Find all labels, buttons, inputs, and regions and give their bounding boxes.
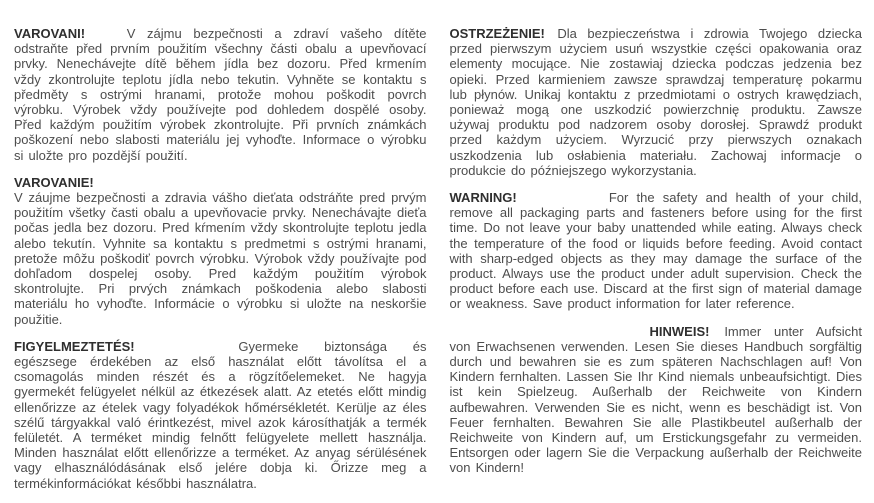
warning-paragraph-hungarian <box>14 339 427 491</box>
section-title-german: HINWEIS! <box>649 323 710 339</box>
section-title-polish: OSTRZEŻENIE! <box>449 26 545 41</box>
section-body-czech: V zájmu bezpečnosti a zdraví vašeho dítěte odstraňte před prvním použitím všechny části obalu a upevňovací prvky. Nenechávejte dítě během jídla bez dozoru. Před krmením vždy zkontrolujte teplotu jídla nebo tekutin. Vyhněte se kontaktu s předměty s ostrými hranami, protože mohou poškodit povrch výrobku. Výrobek vždy používejte pod dohledem dospělé osoby. Před každým použitím výrobek zkontrolujte. Při prvních známkách poškození nebo slabosti materiálu jej vyhoďte. Informace o výrobku si uložte pro pozdější použití. <box>14 26 427 163</box>
section-body-polish: Dla bezpieczeństwa i zdrowia Twojego dziecka przed pierwszym użyciem usuń wszystkie części opakowania oraz elementy mocujące. Nie zostawiaj dziecka podczas jedzenia bez opieki. Przed karmieniem zawsze sprawdzaj temperaturę pokarmu lub płynów. Unikaj kontaktu z przedmiotami o ostrych krawędziach, ponieważ mogą one uszkodzić powierzchnię produktu. Zawsze używaj produktu pod nadzorem osoby dorosłej. Sprawdź produkt przed każdym użyciem. Wyrzucić przy pierwszych oznakach uszkodzenia lub osłabienia materiału. Zachowaj informacje o produkcie do późniejszego wykorzystania. <box>449 26 862 178</box>
right-column <box>450 26 863 503</box>
left-column <box>14 26 427 503</box>
warning-paragraph-czech <box>14 26 427 163</box>
warning-section-czech <box>14 26 427 163</box>
section-body-slovak: V záujme bezpečnosti a zdravia vášho dieťata odstráňte pred prvým použitím všetky časti obalu a upevňovacie prvky. Nenechávajte dieťa počas jedla bez dozoru. Pred kŕmením vždy skontrolujte teplotu jedla alebo tekutín. Vyhnite sa kontaktu s predmetmi s ostrými hranami, pretože môžu poškodiť povrch výrobku. Výrobok vždy používajte pod dohľadom dospelej osoby. Pred každým použitím výrobok skontrolujte. Pri prvých známkach poškodenia alebo slabosti materiálu ho vyhoďte. Informácie o výrobku si uložte na neskoršie použitie. <box>14 190 427 327</box>
section-title-english: WARNING! <box>449 190 517 206</box>
warning-paragraph-english <box>450 190 863 312</box>
warning-section-slovak <box>14 175 427 327</box>
warning-paragraph-slovak <box>14 190 427 327</box>
section-title-czech: VAROVANI! <box>14 26 86 41</box>
warning-paragraph-polish <box>450 26 863 178</box>
warning-section-hungarian <box>14 339 427 491</box>
section-title-hungarian: FIGYELMEZTETÉS! <box>14 338 135 354</box>
warning-section-polish <box>450 26 863 178</box>
section-title-slovak: VAROVANIE! <box>14 174 94 190</box>
section-body-english: For the safety and health of your child, remove all packaging parts and fasteners before using for the first time. Do not leave your baby unattended while eating. Always check the temperature of the food or liquids before feeding. Avoid contact with sharp-edged objects as they may damage the surface of the product. Always use the product under adult supervision. Check the product before each use. Discard at the first sign of material damage or weakness. Save product information for later reference. <box>449 190 862 312</box>
warning-title-line-slovak <box>14 175 427 190</box>
notice-section-german <box>450 324 863 476</box>
warning-section-english <box>450 190 863 312</box>
notice-paragraph-german <box>450 324 863 476</box>
section-body-hungarian: Gyermeke biztonsága és egészsege érdekében az első használat előtt távolítsa el a csomagolás minden részét és a rögzítőelemeket. Ne hagyja gyermekét felügyelet nélkül az étkezések alatt. Az etetés előtt mindig ellenőrizze az ételek vagy folyadékok hőmérsékletét. Kerülje az éles szélű tárgyakkal való érintkezést, mivel azok károsíthatják a termék felületét. A terméket mindig felnőtt felügyelete mellett használja. Minden használat előtt ellenőrizze a terméket. Az anyag sérülésének vagy elhasználódásának első jelére dobja ki. Őrizze meg a termékinformációkat későbbi használatra. <box>14 338 427 491</box>
section-body-german: Immer unter Aufsicht von Erwachsenen verwenden. Lesen Sie dieses Handbuch sorgfältig durch und bewahren sie es zum späteren Nachschlagen auf! Von Kindern fernhalten. Lassen Sie Ihr Kind niemals unbeaufsichtigt. Dies ist kein Spielzeug. Außerhalb der Reichweite von Kindern aufbewahren. Verwenden Sie es nicht, wenn es beschädigt ist. Von Feuer fernhalten. Bewahren Sie alle Plastikbeutel außerhalb der Reichweite von Kindern auf, um Erstickungsgefahr zu vermeiden. Entsorgen oder lagern Sie die Verpackung außerhalb der Reichweite von Kindern! <box>449 323 862 476</box>
